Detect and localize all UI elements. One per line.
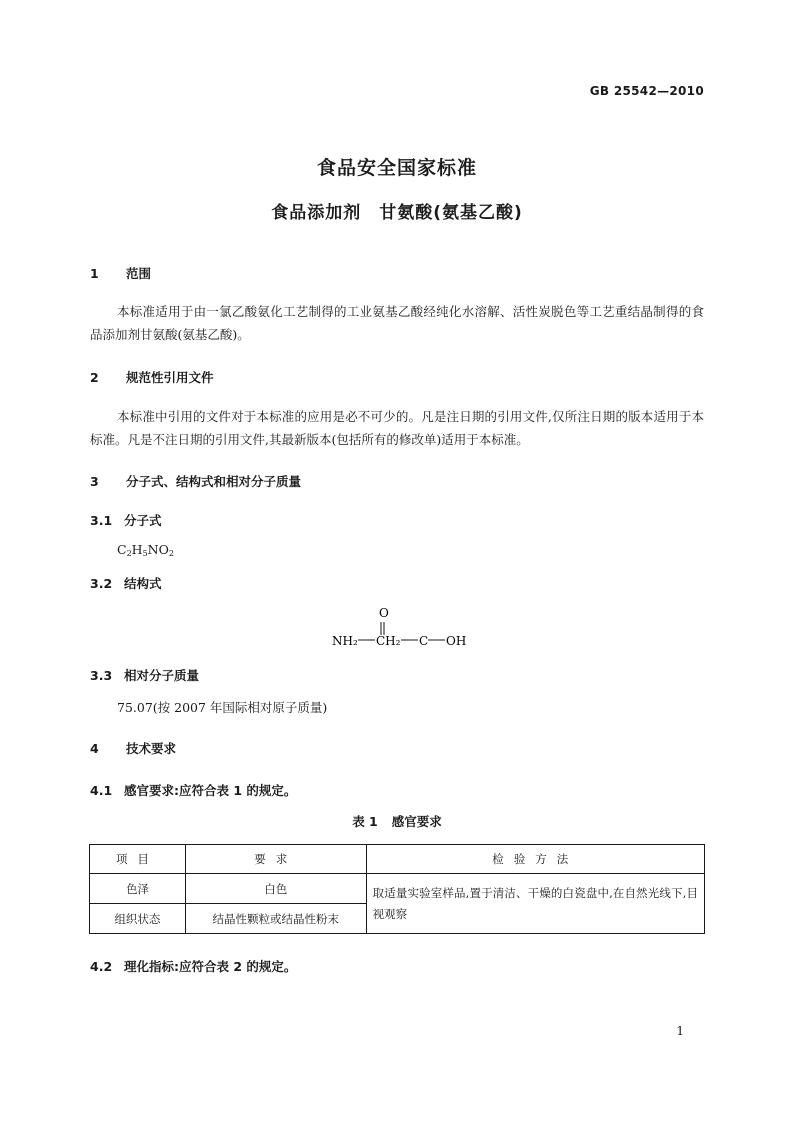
cell-requirement: 结晶性颗粒或结晶性粉末 (185, 904, 366, 934)
methylene-group: CH₂ (376, 634, 401, 648)
sensory-requirements-table (89, 844, 705, 934)
section-number: 4.1 (90, 783, 113, 798)
section-title: 感官要求:应符合表 1 的规定。 (124, 783, 297, 798)
table-title: 感官要求 (391, 814, 442, 829)
section-3-2-heading (90, 574, 162, 592)
section-number: 3 (90, 474, 99, 489)
section-number: 3.1 (90, 513, 113, 528)
hydroxyl-group: OH (446, 634, 467, 648)
table-1-caption (0, 812, 794, 830)
section-3-1-heading (90, 511, 162, 529)
cell-requirement: 白色 (185, 874, 366, 904)
oxygen-atom: O (379, 606, 389, 620)
section-1-heading (90, 264, 151, 282)
section-1-text: 本标准适用于由一氯乙酸氨化工艺制得的工业氨基乙酸经纯化水溶解、活性炭脱色等工艺重结晶制得的食品添加剂甘氨酸(氨基乙酸)。 (90, 304, 704, 342)
section-4-2-heading (90, 957, 296, 975)
section-number: 4.2 (90, 959, 113, 974)
column-header-method: 检验方法 (366, 845, 704, 874)
molecular-mass (117, 698, 327, 716)
section-number: 3.2 (90, 576, 113, 591)
section-number: 1 (90, 266, 99, 281)
main-title: 食品安全国家标准 (316, 157, 477, 179)
table-header-row (90, 845, 705, 874)
section-number: 2 (90, 370, 99, 385)
structural-formula (330, 603, 470, 653)
section-title: 相对分子质量 (124, 668, 200, 683)
section-title: 分子式 (124, 513, 162, 528)
section-number: 4 (90, 741, 99, 756)
section-title: 结构式 (124, 576, 162, 591)
table-row (90, 874, 705, 904)
section-3-heading (90, 472, 301, 490)
section-title: 分子式、结构式和相对分子质量 (126, 474, 302, 489)
section-title: 范围 (126, 266, 152, 281)
page-number: 1 (676, 1024, 684, 1038)
section-number: 3.3 (90, 668, 113, 683)
sub-title-left: 食品添加剂 (271, 203, 362, 223)
section-2-text: 本标准中引用的文件对于本标准的应用是必不可少的。凡是注日期的引用文件,仅所注日期的版本适用于本标准。凡是不注日期的引用文件,其最新版本(包括所有的修改单)适用于本标准。 (90, 409, 704, 447)
molecular-mass-note: (按 2007 年国际相对原子质量) (152, 700, 328, 715)
section-title: 规范性引用文件 (126, 370, 214, 385)
section-2-heading (90, 368, 214, 386)
cell-item: 组织状态 (90, 904, 186, 934)
section-title: 理化指标:应符合表 2 的规定。 (124, 959, 297, 974)
standard-number: GB 25542—2010 (589, 84, 704, 98)
sub-title (0, 198, 794, 223)
cell-item: 色泽 (90, 874, 186, 904)
sub-title-right: 甘氨酸(氨基乙酸) (379, 203, 523, 223)
section-title: 技术要求 (126, 741, 177, 756)
table-number: 表 1 (352, 814, 378, 829)
cell-method: 取适量实验室样品,置于清洁、干燥的白瓷盘中,在自然光线下,目视观察 (366, 874, 704, 934)
section-4-1-heading (90, 781, 296, 799)
molecular-formula: $C_2H_5NO_2$ (117, 542, 174, 558)
column-header-item: 项目 (90, 845, 186, 874)
column-header-requirement: 要求 (185, 845, 366, 874)
carbon-atom: C (419, 634, 429, 648)
amino-group: NH₂ (332, 634, 358, 648)
section-4-heading (90, 739, 176, 757)
molecular-mass-value: 75.07 (117, 700, 153, 715)
section-3-3-heading (90, 666, 199, 684)
